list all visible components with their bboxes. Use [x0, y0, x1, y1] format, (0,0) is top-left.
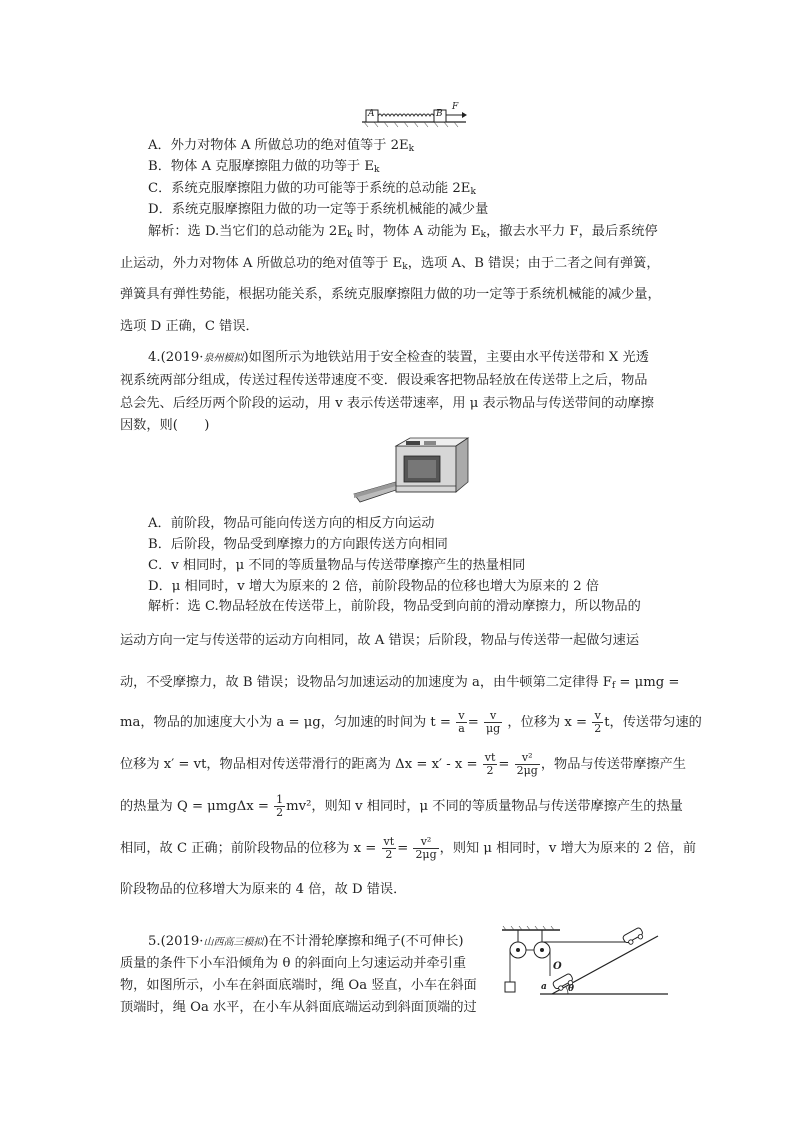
force-f-label: F: [452, 102, 459, 112]
figure-label-theta: θ: [568, 984, 575, 994]
q4-stem-line-4: 因数，则( ): [120, 418, 210, 433]
fraction-vt-over-2-b: $\frac{vt}{2}$: [383, 835, 395, 861]
block-a-label: A: [368, 109, 375, 119]
q5-stem-line-4: 顶端时，绳 Oa 水平，在小车从斜面底端运动到斜面顶端的过: [120, 1000, 477, 1015]
q3-option-b: B．物体 A 克服摩擦阻力做的功等于 $E_k$: [148, 159, 380, 175]
q3-solution-line-1: 解析：选 D.当它们的总动能为 $2E_k$ 时，物体 A 动能为 $E_k$，撤去水平力 F，最后系统停: [148, 224, 658, 240]
q5-stem-line-2: 质量的条件下小车沿倾角为 θ 的斜面向上匀速运动并牵引重: [120, 956, 467, 971]
xray-machine-figure: [350, 436, 470, 504]
q4-stem-line-3: 总会先、后经历两个阶段的运动，用 v 表示传送带速率，用 μ 表示物品与传送带间的动摩擦: [120, 396, 654, 411]
figure-label-a: a: [541, 982, 547, 992]
q4-stem-line-2: 视系统两部分组成，传送过程传送带速度不变．假设乘客把物品轻放在传送带上之后，物品: [120, 373, 648, 388]
q3-option-c: C．系统克服摩擦阻力做的功可能等于系统的总动能 $2E_k$: [148, 181, 476, 197]
q4-solution-line-3: 动，不受摩擦力，故 B 错误；设物品匀加速运动的加速度为 a，由牛顿第二定律得 $F_f = \mu mg$ =: [120, 675, 680, 691]
q3-solution-line-4: 选项 D 正确，C 错误．: [120, 319, 259, 334]
fraction-v2-over-2ug-b: $\frac{\text{v²}}{2\mu g}$: [415, 835, 437, 861]
q4-solution-line-8: 阶段物品的位移增大为原来的 4 倍，故 D 错误．: [120, 882, 407, 897]
fraction-1-over-2: $\frac{1}{2}$: [276, 793, 284, 819]
block-b-label: B: [436, 109, 443, 119]
q4-stem-line-1: 4.(2019·泉州模拟)如图所示为地铁站用于安全检查的装置，主要由水平传送带和 X 光透: [148, 350, 649, 365]
q3-option-d: D．系统克服摩擦阻力做的功一定等于系统机械能的减少量: [148, 202, 489, 217]
q4-option-a: A．前阶段，物品可能向传送方向的相反方向运动: [148, 516, 435, 531]
fraction-v-over-a: $\frac{v}{a}$: [458, 709, 465, 735]
figure-label-o: O: [553, 961, 562, 972]
fraction-vt-over-2: $\frac{vt}{2}$: [484, 751, 496, 777]
q4-solution-line-5: 位移为 x′ = vt，物品相对传送带滑行的距离为 Δx = x′ - x = $\frac{vt}{2}$ = $\frac{\text{v²}}{2\mu g}$ ，物品与传送带摩擦产生: [120, 751, 686, 777]
q5-stem-line-1: 5.(2019·山西高三模拟)在不计滑轮摩擦和绳子(不可伸长): [148, 934, 464, 949]
q3-solution-line-3: 弹簧具有弹性势能，根据功能关系，系统克服摩擦阻力做的功一定等于系统机械能的减少量，: [120, 287, 661, 302]
q4-solution-line-4: ma，物品的加速度大小为 a = μg，匀加速的时间为 t = $\frac{v}{a}$ = $\frac{v}{\mu g}$ ，位移为 x = $\frac{v}{2}$ t，传送带匀速的: [120, 709, 702, 735]
fraction-v-over-ug: $\frac{v}{\mu g}$: [486, 709, 501, 735]
fraction-v2-over-2ug: $\frac{\text{v²}}{2\mu g}$: [516, 751, 538, 777]
fraction-v-over-2: $\frac{v}{2}$: [594, 709, 602, 735]
q5-stem-line-3: 物，如图所示，小车在斜面底端时，绳 Oa 竖直，小车在斜面: [120, 978, 477, 993]
q4-solution-line-1: 解析：选 C.物品轻放在传送带上，前阶段，物品受到向前的滑动摩擦力，所以物品的: [148, 599, 641, 614]
q4-solution-line-2: 运动方向一定与传送带的运动方向相同，故 A 错误；后阶段，物品与传送带一起做匀速运: [120, 633, 640, 648]
pulley-incline-figure: [500, 926, 670, 1016]
q4-option-b: B．后阶段，物品受到摩擦力的方向跟传送方向相同: [148, 537, 448, 552]
q4-solution-line-6: 的热量为 Q = μmgΔx = $\frac{1}{2}$ mv²，则知 v 相同时，μ 不同的等质量物品与传送带摩擦产生的热量: [120, 793, 683, 819]
q3-option-a: A．外力对物体 A 所做总功的绝对值等于 $2E_k$: [148, 138, 415, 154]
q4-option-d: D．μ 相同时，v 增大为原来的 2 倍，前阶段物品的位移也增大为原来的 2 倍: [148, 579, 599, 594]
q3-solution-line-2: 止运动，外力对物体 A 所做总功的绝对值等于 $E_k$，选项 A、B 错误；由于二者之间有弹簧，: [120, 256, 660, 272]
q4-option-c: C．v 相同时，μ 不同的等质量物品与传送带摩擦产生的热量相同: [148, 558, 526, 573]
q4-solution-line-7: 相同，故 C 正确；前阶段物品的位移为 x = $\frac{vt}{2}$ = $\frac{\text{v²}}{2\mu g}$ ，则知 μ 相同时，v 增大为原来的 2 倍，前: [120, 835, 697, 861]
